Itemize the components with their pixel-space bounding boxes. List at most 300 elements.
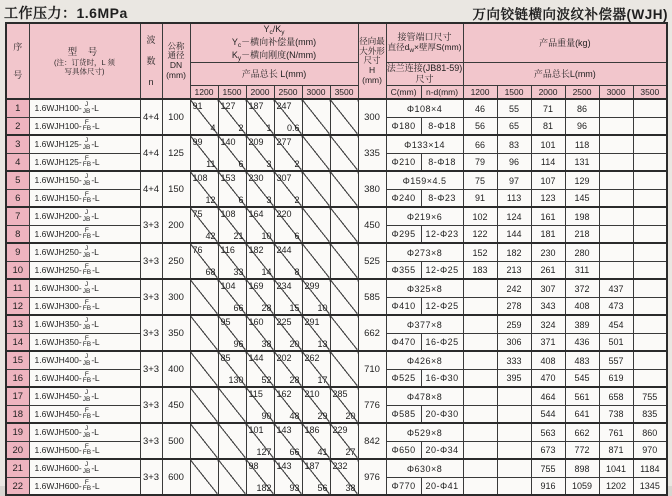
weight-value: 306: [497, 333, 531, 351]
weight-value: 501: [599, 333, 633, 351]
weight-value: 860: [633, 423, 667, 441]
compensation-stiffness-cell: [218, 315, 246, 351]
yc-value: 230: [248, 173, 264, 184]
compensation-stiffness-cell: [274, 351, 302, 387]
fraction-top: F: [84, 262, 89, 270]
weight-value: 1041: [599, 459, 633, 477]
model-header-note1: (注：订货时，L 须: [54, 57, 115, 67]
compensation-stiffness-cell: [190, 207, 218, 243]
weight-value: 129: [565, 171, 599, 189]
weight-col-header: 2000: [531, 85, 565, 99]
fraction-bottom: FB: [82, 413, 92, 421]
weight-value: 152: [463, 243, 497, 261]
wave-header-line: n: [148, 77, 154, 88]
weight-value: [599, 153, 633, 171]
model-prefix: 1.6WJH350-: [34, 336, 82, 347]
ky-value: 10: [261, 231, 272, 242]
weight-value: 389: [565, 315, 599, 333]
model-cell: [29, 225, 140, 243]
weight-value: 46: [463, 99, 497, 117]
nominal-diameter: 600: [162, 459, 190, 495]
weight-value: 835: [633, 405, 667, 423]
fraction-top: J: [84, 245, 89, 253]
yc-value: 143: [276, 425, 292, 436]
model-suffix: -L: [92, 480, 100, 491]
row-number: 9: [6, 243, 29, 261]
yk-compensation-text: －横向补偿量(mm): [241, 36, 317, 47]
weight-value: 464: [531, 387, 565, 405]
weight-value: 65: [497, 117, 531, 135]
weight-value: [463, 279, 497, 297]
ky-value: 6: [238, 159, 244, 170]
compensation-stiffness-cell: [246, 207, 274, 243]
yk-symbol: Y: [263, 24, 270, 34]
compensation-stiffness-cell: [218, 207, 246, 243]
fraction-bottom: FB: [82, 485, 92, 493]
compensation-stiffness-cell: [302, 243, 330, 279]
compensation-stiffness-cell: [274, 171, 302, 207]
model-cell: [29, 297, 140, 315]
seq-header-line: 序: [13, 41, 23, 52]
yc-value: 187: [304, 461, 320, 472]
fraction-bottom: FB: [82, 197, 92, 205]
yc-value: 285: [332, 389, 348, 400]
yc-value: 85: [220, 353, 231, 364]
fraction-bottom: JB: [82, 323, 91, 331]
weight-col-header: 3500: [633, 85, 667, 99]
fraction-bottom: JB: [82, 107, 91, 115]
weight-value: 436: [565, 333, 599, 351]
row-number: 16: [6, 369, 29, 387]
flange-bolt-holes: 20-Φ41: [421, 477, 463, 495]
weight-value: 261: [531, 261, 565, 279]
model-prefix: 1.6WJH600-: [34, 462, 82, 473]
weight-value: 218: [565, 225, 599, 243]
weight-value: 66: [463, 135, 497, 153]
outer-dimension-h: 710: [358, 351, 386, 387]
yc-value: 108: [220, 209, 236, 220]
weight-value: 658: [599, 387, 633, 405]
yk-header: [190, 23, 358, 63]
yk-subscript: y: [237, 54, 242, 62]
row-number: 8: [6, 225, 29, 243]
compensation-stiffness-cell: [302, 207, 330, 243]
model-fraction: [83, 354, 91, 367]
weight-value: 970: [633, 441, 667, 459]
weight-value: 307: [531, 279, 565, 297]
dn-header-line: 通径: [167, 50, 185, 61]
compensation-stiffness-cell: [190, 315, 218, 351]
pipe-size: Φ529×8: [386, 423, 463, 441]
flange-bolt-holes: 20-Φ30: [421, 405, 463, 423]
weight-value: 161: [531, 207, 565, 225]
yc-value: 220: [276, 209, 292, 220]
weight-value: 198: [565, 207, 599, 225]
yc-value: 127: [220, 101, 236, 112]
weight-value: 131: [565, 153, 599, 171]
flange-diameter-c: Φ295: [386, 225, 421, 243]
nominal-diameter: 300: [162, 279, 190, 315]
row-number: 4: [6, 153, 29, 171]
compensation-stiffness-cell: [302, 135, 330, 171]
model-header-note2: 写具体尺寸): [64, 66, 105, 76]
weight-value: [463, 459, 497, 477]
model-fraction: [83, 426, 91, 439]
row-number: 20: [6, 441, 29, 459]
weight-value: 86: [565, 99, 599, 117]
length-col-header: 3500: [330, 85, 358, 99]
weight-value: 259: [497, 315, 531, 333]
model-fraction: [83, 300, 91, 313]
weight-value: 122: [463, 225, 497, 243]
weight-value: 1059: [565, 477, 599, 495]
model-suffix: -L: [91, 318, 99, 329]
yc-value: 186: [304, 425, 320, 436]
table-body: [6, 99, 667, 495]
row-number: 2: [6, 117, 29, 135]
pipe-diameter-symbol: 直径d: [387, 41, 410, 52]
weight-value: 772: [565, 441, 599, 459]
nominal-diameter: 350: [162, 315, 190, 351]
model-suffix: -L: [91, 174, 99, 185]
weight-value: [599, 261, 633, 279]
yc-value: 162: [276, 389, 292, 400]
dn-header-line: 公称: [167, 40, 185, 51]
pipe-size: Φ108×4: [386, 99, 463, 117]
fraction-bottom: FB: [82, 125, 92, 133]
page-title: 万向铰链横向波纹补偿器(WJH): [472, 7, 668, 22]
fraction-top: J: [84, 317, 89, 325]
ky-value: 0.6: [286, 123, 300, 134]
model-prefix: 1.6WJH150-: [34, 192, 82, 203]
fraction-bottom: JB: [82, 251, 91, 259]
model-fraction: [83, 282, 91, 295]
model-suffix: -L: [92, 408, 100, 419]
model-cell: [29, 135, 140, 153]
compensation-stiffness-cell: [330, 171, 358, 207]
compensation-stiffness-cell: [274, 315, 302, 351]
model-fraction: [83, 318, 91, 331]
model-prefix: 1.6WJH300-: [34, 282, 82, 293]
ky-value: 15: [289, 303, 300, 314]
compensation-stiffness-cell: [190, 243, 218, 279]
weight-value: [497, 441, 531, 459]
weight-value: [497, 405, 531, 423]
model-prefix: 1.6WJH200-: [34, 228, 82, 239]
yk-stiffness-text: －横向刚度(N/mm): [241, 49, 317, 60]
yc-value: 95: [220, 317, 231, 328]
flange-diameter-c: Φ470: [386, 333, 421, 351]
nd-header: n-d(mm): [421, 85, 463, 99]
weight-value: [463, 441, 497, 459]
outer-dimension-h: 380: [358, 171, 386, 207]
model-prefix: 1.6WJH400-: [34, 372, 82, 383]
model-suffix: -L: [91, 426, 99, 437]
table-row: [6, 207, 667, 225]
compensation-stiffness-cell: [330, 351, 358, 387]
weight-value: [633, 243, 667, 261]
row-number: 11: [6, 279, 29, 297]
model-fraction: [83, 228, 91, 241]
row-number: 14: [6, 333, 29, 351]
row-number: 7: [6, 207, 29, 225]
fraction-top: J: [84, 137, 89, 145]
yk-header-title: [191, 24, 358, 37]
model-suffix: -L: [91, 282, 99, 293]
model-fraction: [83, 210, 91, 223]
weight-value: 181: [531, 225, 565, 243]
nominal-diameter: 250: [162, 243, 190, 279]
pipe-header-sub: [387, 43, 463, 54]
weight-value: 371: [531, 333, 565, 351]
weight-value: [633, 189, 667, 207]
model-cell: [29, 207, 140, 225]
pipe-size: Φ219×6: [386, 207, 463, 225]
wave-count: 4+4: [140, 135, 162, 171]
model-prefix: 1.6WJH250-: [34, 264, 82, 275]
weight-value: 343: [531, 297, 565, 315]
ky-value: 52: [261, 375, 272, 386]
yk-stiffness-label: [191, 50, 358, 63]
flange-bolt-holes: 16-Φ25: [421, 333, 463, 351]
nominal-diameter: 400: [162, 351, 190, 387]
fraction-top: F: [84, 154, 89, 162]
flange-header: 法兰连接(JB81-59)尺寸: [386, 63, 463, 85]
model-prefix: 1.6WJH125-: [34, 156, 82, 167]
flange-diameter-c: Φ210: [386, 153, 421, 171]
compensation-stiffness-cell: [218, 171, 246, 207]
model-fraction: [83, 138, 91, 151]
yc-value: 234: [276, 281, 292, 292]
model-prefix: 1.6WJH100-: [34, 102, 82, 113]
weight-value: 1345: [633, 477, 667, 495]
weight-value: [633, 117, 667, 135]
yk-subscript: y: [281, 29, 285, 36]
nominal-diameter: 200: [162, 207, 190, 243]
weight-value: 473: [599, 297, 633, 315]
compensation-stiffness-cell: [218, 135, 246, 171]
ky-value: 38: [345, 483, 356, 494]
weight-value: 71: [531, 99, 565, 117]
weight-value: 144: [497, 225, 531, 243]
weight-value: 278: [497, 297, 531, 315]
weight-value: 395: [497, 369, 531, 387]
weight-value: 470: [531, 369, 565, 387]
compensation-stiffness-cell: [330, 135, 358, 171]
weight-value: [463, 423, 497, 441]
weight-value: 242: [497, 279, 531, 297]
model-suffix: -L: [92, 228, 100, 239]
wave-header: [140, 23, 162, 99]
model-fraction: [83, 156, 91, 169]
model-prefix: 1.6WJH250-: [34, 246, 82, 257]
compensation-stiffness-cell: [246, 387, 274, 423]
ky-value: 182: [256, 483, 272, 494]
model-prefix: 1.6WJH500-: [34, 426, 82, 437]
compensation-stiffness-cell: [246, 351, 274, 387]
table-row: [6, 99, 667, 117]
yc-value: 143: [276, 461, 292, 472]
pipe-size: Φ426×8: [386, 351, 463, 369]
model-suffix: -L: [92, 372, 100, 383]
model-prefix: 1.6WJH200-: [34, 210, 82, 221]
compensation-stiffness-cell: [330, 99, 358, 135]
h-header-line: 径向最: [359, 35, 385, 46]
compensation-stiffness-cell: [330, 207, 358, 243]
fraction-top: J: [84, 209, 89, 217]
weight-value: [633, 135, 667, 153]
compensation-stiffness-cell: [302, 99, 330, 135]
compensation-stiffness-cell: [302, 423, 330, 459]
weight-value: 182: [497, 243, 531, 261]
model-suffix: -L: [91, 462, 99, 473]
outer-dimension-h: 976: [358, 459, 386, 495]
weight-value: 437: [599, 279, 633, 297]
fraction-top: J: [84, 389, 89, 397]
h-header-line: H: [368, 65, 376, 76]
weight-value: 230: [531, 243, 565, 261]
weight-value: [599, 117, 633, 135]
compensation-stiffness-cell: [218, 99, 246, 135]
yc-value: 229: [332, 425, 348, 436]
pipe-size: Φ325×8: [386, 279, 463, 297]
weight-value: [463, 405, 497, 423]
ky-value: 28: [261, 303, 272, 314]
ky-value: 21: [233, 231, 244, 242]
fraction-bottom: FB: [82, 341, 92, 349]
spec-table: [5, 22, 668, 496]
yc-value: 98: [248, 461, 259, 472]
weight-value: 96: [565, 117, 599, 135]
pipe-size: Φ377×8: [386, 315, 463, 333]
model-prefix: 1.6WJH450-: [34, 408, 82, 419]
yc-value: 209: [248, 137, 264, 148]
flange-bolt-holes: 8-Φ23: [421, 189, 463, 207]
model-suffix: -L: [91, 390, 99, 401]
outer-dimension-h: 450: [358, 207, 386, 243]
fraction-bottom: JB: [82, 359, 91, 367]
pipe-size: Φ159×4.5: [386, 171, 463, 189]
weight-value: 544: [531, 405, 565, 423]
weight-value: 183: [463, 261, 497, 279]
model-fraction: [83, 120, 91, 133]
model-prefix: 1.6WJH350-: [34, 318, 82, 329]
title-bar: [0, 0, 672, 22]
ky-value: 4: [210, 123, 216, 134]
pipe-size: Φ273×8: [386, 243, 463, 261]
flange-diameter-c: Φ410: [386, 297, 421, 315]
ky-value: 33: [233, 267, 244, 278]
compensation-stiffness-cell: [302, 459, 330, 495]
model-header: [29, 23, 140, 99]
model-fraction: [83, 336, 91, 349]
yc-value: 76: [192, 245, 203, 256]
weight-value: [633, 297, 667, 315]
flange-diameter-c: Φ770: [386, 477, 421, 495]
weight-value: [599, 189, 633, 207]
weight-value: 107: [531, 171, 565, 189]
flange-bolt-holes: 20-Φ34: [421, 441, 463, 459]
wave-count: 3+3: [140, 279, 162, 315]
weight-value: [633, 351, 667, 369]
compensation-stiffness-cell: [274, 207, 302, 243]
model-cell: [29, 315, 140, 333]
weight-value: [633, 225, 667, 243]
compensation-stiffness-cell: [246, 423, 274, 459]
row-number: 18: [6, 405, 29, 423]
pipe-size: Φ478×8: [386, 387, 463, 405]
model-cell: [29, 387, 140, 405]
pipe-size: Φ630×8: [386, 459, 463, 477]
weight-col-header: 1500: [497, 85, 531, 99]
compensation-stiffness-cell: [330, 279, 358, 315]
compensation-stiffness-cell: [218, 459, 246, 495]
weight-value: [497, 387, 531, 405]
compensation-stiffness-cell: [190, 423, 218, 459]
compensation-stiffness-cell: [274, 135, 302, 171]
yc-value: 153: [220, 173, 236, 184]
row-number: 10: [6, 261, 29, 279]
compensation-stiffness-cell: [274, 243, 302, 279]
model-cell: [29, 333, 140, 351]
weight-value: 619: [599, 369, 633, 387]
model-prefix: 1.6WJH450-: [34, 390, 82, 401]
pipe-thickness-text: ×壁厚S(mm): [414, 41, 462, 52]
outer-dimension-h: 842: [358, 423, 386, 459]
ky-value: 11: [206, 159, 216, 170]
compensation-stiffness-cell: [330, 459, 358, 495]
flange-diameter-c: Φ180: [386, 117, 421, 135]
weight-value: 114: [531, 153, 565, 171]
model-cell: [29, 243, 140, 261]
table-row: [6, 243, 667, 261]
weight-value: 372: [565, 279, 599, 297]
ky-value: 2: [294, 159, 300, 170]
model-header-title: 型 号: [67, 46, 102, 58]
compensation-stiffness-cell: [274, 99, 302, 135]
outer-dimension-h: 776: [358, 387, 386, 423]
fraction-top: F: [84, 190, 89, 198]
row-number: 12: [6, 297, 29, 315]
model-prefix: 1.6WJH600-: [34, 480, 82, 491]
yc-value: 99: [192, 137, 203, 148]
length-col-header: 2500: [274, 85, 302, 99]
compensation-stiffness-cell: [246, 315, 274, 351]
fraction-top: J: [84, 425, 89, 433]
model-suffix: -L: [92, 300, 100, 311]
yc-value: 101: [248, 425, 264, 436]
row-number: 1: [6, 99, 29, 117]
weight-value: 145: [565, 189, 599, 207]
weight-value: 280: [565, 243, 599, 261]
row-number: 5: [6, 171, 29, 189]
wave-header-line: 数: [146, 55, 156, 66]
model-suffix: -L: [91, 246, 99, 257]
yc-value: 244: [276, 245, 292, 256]
model-cell: [29, 459, 140, 477]
pipe-subscript: w: [409, 46, 415, 54]
model-prefix: 1.6WJH125-: [34, 138, 82, 149]
flange-bolt-holes: 8-Φ18: [421, 117, 463, 135]
weight-value: 898: [565, 459, 599, 477]
compensation-stiffness-cell: [246, 99, 274, 135]
yc-value: 225: [276, 317, 292, 328]
ky-value: 38: [261, 339, 272, 350]
ky-value: 28: [289, 375, 300, 386]
weight-value: [633, 315, 667, 333]
compensation-stiffness-cell: [302, 351, 330, 387]
flange-bolt-holes: 12-Φ25: [421, 297, 463, 315]
